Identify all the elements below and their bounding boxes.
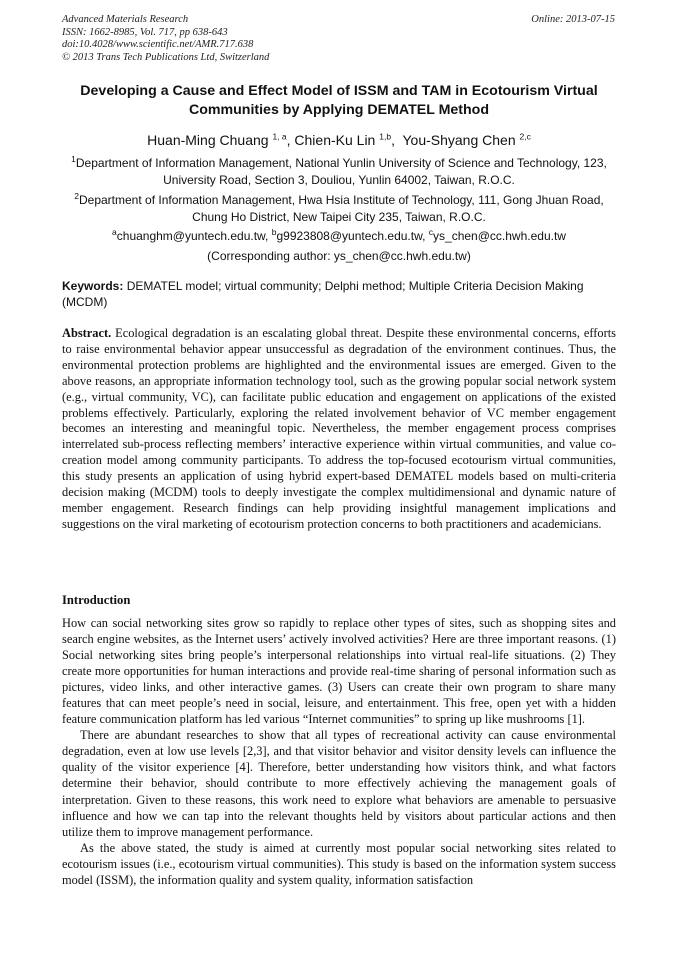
doi-line: doi:10.4028/www.scientific.net/AMR.717.638: [62, 39, 254, 50]
section-heading-introduction: Introduction: [62, 593, 131, 607]
email-list: [62, 228, 616, 245]
email-mark: c: [428, 227, 434, 237]
email-link[interactable]: g9923808@yuntech.edu.tw,: [276, 229, 426, 243]
abstract-text: Ecological degradation is an escalating global threat. Despite these environmental concerns, efforts to raise environmental behavior appear unsuccessful as degradation of the environment continues. Thus, the environmental protection problems are highlighted and the environmental issues are emerged. Given to the above reasons, an appropriate information technology tool, such as the growing popular social network system (e.g., virtual community, VC), can facilitate public education and engagement on applications of the existed problems effectively. Particularly, exploring the related involvement behavior of VC member engagement becomes an interesting and meaningful topic. Nevertheless, the member engagement process comprises interrelated sub-process reflecting members’ interactive experience within virtual communities, and value co-creation model among community participants. To address the top-focused ecotourism virtual communities, this study presents an application of using hybrid expert-based DEMATEL models based on multi-criteria decision making (MCDM) tools to deeply investigate the complex multidimensional and dynamic nature of member engagement. Research findings can help providing insightful management implications and suggestions on the viral marketing of ecotourism protection concerns to both practitioners and academicians.: [62, 326, 616, 531]
keywords: [62, 279, 616, 310]
corresponding-author: (Corresponding author: ys_chen@cc.hwh.edu.tw): [207, 249, 471, 263]
author-name: Chien-Ku Lin: [294, 132, 376, 148]
issn-line: ISSN: 1662-8985, Vol. 717, pp 638-643: [62, 26, 228, 38]
author-mark: 1,b: [379, 131, 392, 142]
copyright-line: © 2013 Trans Tech Publications Ltd, Switzerland: [62, 51, 270, 63]
affiliation-text: Department of Information Management, National Yunlin University of Science and Technology, 123, University Road, Section 3, Douliou, Yunlin 64002, Taiwan, R.O.C.: [75, 156, 607, 187]
keywords-label: Keywords:: [62, 279, 124, 293]
email-link[interactable]: ys_chen@cc.hwh.edu.tw: [433, 229, 566, 243]
intro-paragraph: How can social networking sites grow so rapidly to replace other types of sites, such as shopping sites and search engine websites, as the Internet users’ actively involved activities? Here are three important reasons. (1) Social networking sites bring people’s interpersonal relationships into virtual real-life situations. (2) They create more opportunities for human interactions and provide real-time sharing of personal information such as pictures, video links, and other interactive games. (3) Users can create their own program to share many features that can meet people’s need in social, leisure, and entertainment. This free, open yet with a hidden feature communication platform has led various “Internet communities” to spring up like mushrooms [1].: [62, 616, 616, 727]
email-mark: b: [271, 227, 277, 237]
author-mark: 2,c: [519, 131, 531, 142]
email-link[interactable]: chuanghm@yuntech.edu.tw,: [116, 229, 269, 243]
keywords-text: DEMATEL model; virtual community; Delphi method; Multiple Criteria Decision Making (MCDM): [62, 279, 584, 309]
paper-title: Developing a Cause and Effect Model of ISSM and TAM in Ecotourism Virtual Communities by Applying DEMATEL Method: [80, 83, 598, 118]
affiliation-mark: 2: [74, 191, 79, 201]
affiliation-text: Department of Information Management, Hwa Hsia Institute of Technology, 111, Gong Jhuan Road, Chung Ho District, New Taipei City 235, Taiwan, R.O.C.: [78, 193, 604, 224]
author-mark: 1, a: [272, 131, 287, 142]
author-name: Huan-Ming Chuang: [147, 132, 269, 148]
author-list: Huan-Ming Chuang $^{1, a}$, Chien-Ku Lin $^{1,b}$, You-Shyang Chen $^{2,c}$: [147, 131, 531, 148]
author-name: You-Shyang Chen: [402, 132, 516, 148]
affiliation-1: [62, 155, 616, 188]
affiliation-2: [62, 192, 616, 225]
email-mark: a: [112, 227, 117, 237]
abstract-label: Abstract.: [62, 326, 112, 340]
abstract: [62, 326, 616, 533]
intro-paragraph: There are abundant researches to show that all types of recreational activity can cause environmental degradation, even at low use levels [2,3], and that visitor behavior and visitor density levels can influence the quality of the visitor experience [4]. Therefore, better understanding how visitors think, and what factors determine their behavior, should contribute to more effectively achieving the management goals of interpretation. Given to these reasons, this work need to explore what behaviors are amenable to persuasive influence and how we can tap into the relevant thoughts held by visitors about particular actions and then utilize them to improve management performance.: [62, 728, 616, 839]
affiliation-mark: 1: [71, 154, 76, 164]
online-date: Online: 2013-07-15: [531, 14, 615, 25]
journal-name: Advanced Materials Research: [62, 14, 189, 25]
intro-paragraph: As the above stated, the study is aimed at currently most popular social networking sites related to ecotourism issues (i.e., ecotourism virtual communities). This study is based on the information system success model (ISSM), the information quality and system quality, information satisfaction: [62, 840, 616, 887]
journal-header: [62, 14, 269, 64]
introduction-body: [62, 615, 616, 888]
